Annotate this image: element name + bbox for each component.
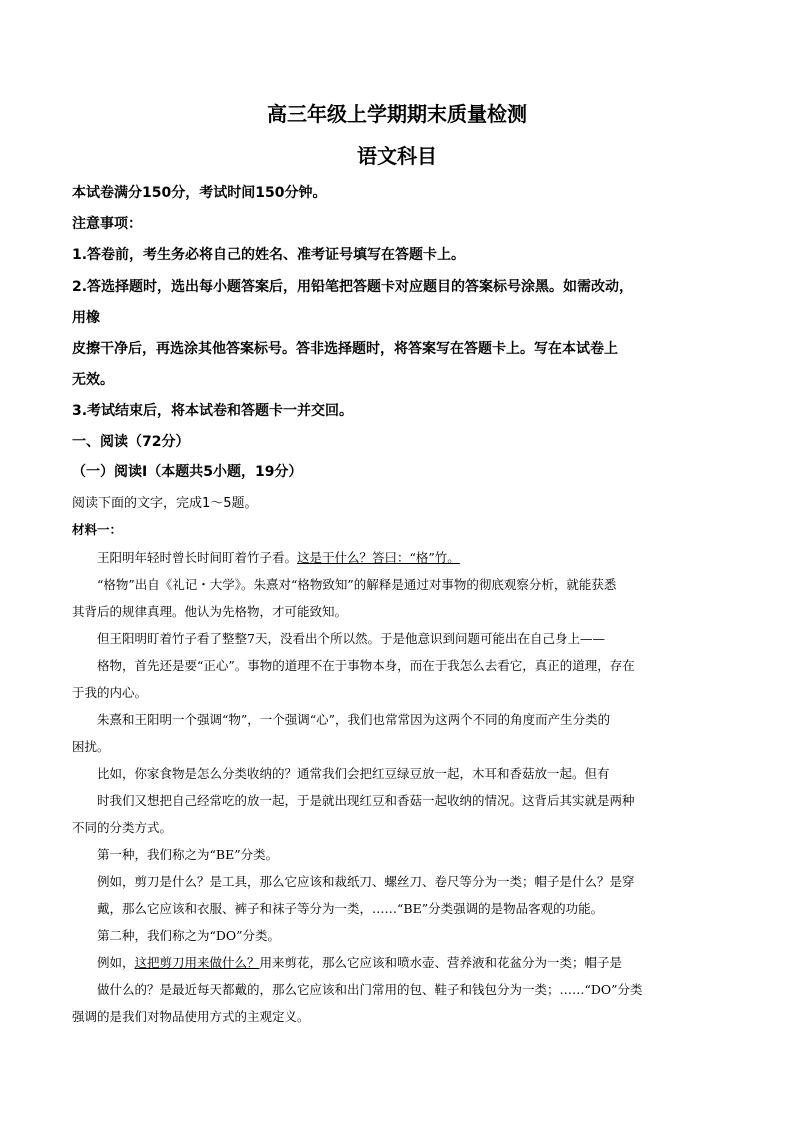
note-1: 1.答卷前，考生务必将自己的姓名、准考证号填写在答题卡上。	[72, 247, 466, 263]
note-2-line-c: 皮擦干净后，再选涂其他答案标号。答非选择题时，将答案写在答题卡上。写在本试卷上	[72, 341, 618, 357]
exam-subject: 语文科目	[357, 144, 437, 168]
material-label: 材料一：	[72, 522, 123, 537]
material-line-11: 不同的分类方式。	[72, 820, 173, 835]
material-line-12: 第一种，我们称之为“BE”分类。	[97, 847, 279, 862]
reading-prompt: 阅读下面的文字，完成1～5题。	[72, 496, 258, 511]
material-line-9: 比如，你家食物是怎么分类收纳的？通常我们会把红豆绿豆放一起，木耳和香菇放一起。但有	[97, 766, 610, 781]
section-title: 一、阅读（72分）	[72, 434, 190, 450]
material-line-15: 第二种，我们称之为“DO”分类。	[97, 928, 281, 943]
material-line-5: 格物，首先还是要“正心”。事物的道理不在于事物本身，而在于我怎么去看它，真正的道理，存在	[97, 658, 635, 673]
material-line-2: “格物”出自《礼记・大学》。朱熹对“格物致知”的解释是通过对事物的彻底观察分析，就能获悉	[97, 577, 617, 592]
material-line-8: 困扰。	[72, 739, 110, 754]
score-time-line: 本试卷满分150分，考试时间150分钟。	[72, 185, 327, 201]
material-line-7: 朱熹和王阳明一个强调“物”，一个强调“心”，我们也常常因为这两个不同的角度而产生分类的	[97, 712, 611, 727]
material-line-13: 例如，剪刀是什么？是工具，那么它应该和裁纸刀、螺丝刀、卷尺等分为一类；帽子是什么？是穿	[97, 874, 635, 889]
note-2-line-b: 用橡	[72, 310, 100, 326]
material-line-18: 强调的是我们对物品使用方式的主观定义。	[72, 1009, 310, 1024]
material-line-17: 做什么的？是最近每天都戴的，那么它应该和出门常用的包、鞋子和钱包分为一类；……“DO”分类	[97, 982, 643, 997]
material-text: 王阳明年轻时曾长时间盯着竹子看。	[97, 550, 298, 565]
material-line-14: 戴，那么它应该和衣服、裤子和袜子等分为一类，……“BE”分类强调的是物品客观的功能。	[97, 901, 604, 916]
material-text: 例如，	[97, 955, 135, 970]
underlined-question: 这把剪刀用来做什么？	[134, 955, 260, 970]
material-line-1	[97, 548, 460, 566]
material-line-16	[97, 953, 622, 971]
material-line-10: 时我们又想把自己经常吃的放一起，于是就出现红豆和香菇一起收纳的情况。这背后其实就是两种	[97, 793, 635, 808]
material-line-3: 其背后的规律真理。他认为先格物，才可能致知。	[72, 604, 348, 619]
material-line-4: 但王阳明盯着竹子看了整整7天，没看出个所以然。于是他意识到问题可能出在自己身上——	[97, 631, 605, 646]
note-2-line-d: 无效。	[72, 372, 114, 388]
material-line-6: 于我的内心。	[72, 685, 148, 700]
material-text: 用来剪花，那么它应该和喷水壶、营养液和花盆分为一类；帽子是	[259, 955, 623, 970]
exam-title: 高三年级上学期期末质量检测	[267, 102, 527, 126]
note-3: 3.考试结束后，将本试卷和答题卡一并交回。	[72, 403, 354, 419]
note-2-line-a: 2.答选择题时，选出每小题答案后，用铅笔把答题卡对应题目的答案标号涂黑。如需改动，	[72, 279, 634, 295]
part-title: （一）阅读Ⅰ（本题共5小题，19分）	[72, 464, 303, 480]
notes-label: 注意事项：	[72, 216, 142, 232]
underlined-question: 这是干什么？答曰：“格”竹。	[297, 550, 460, 565]
